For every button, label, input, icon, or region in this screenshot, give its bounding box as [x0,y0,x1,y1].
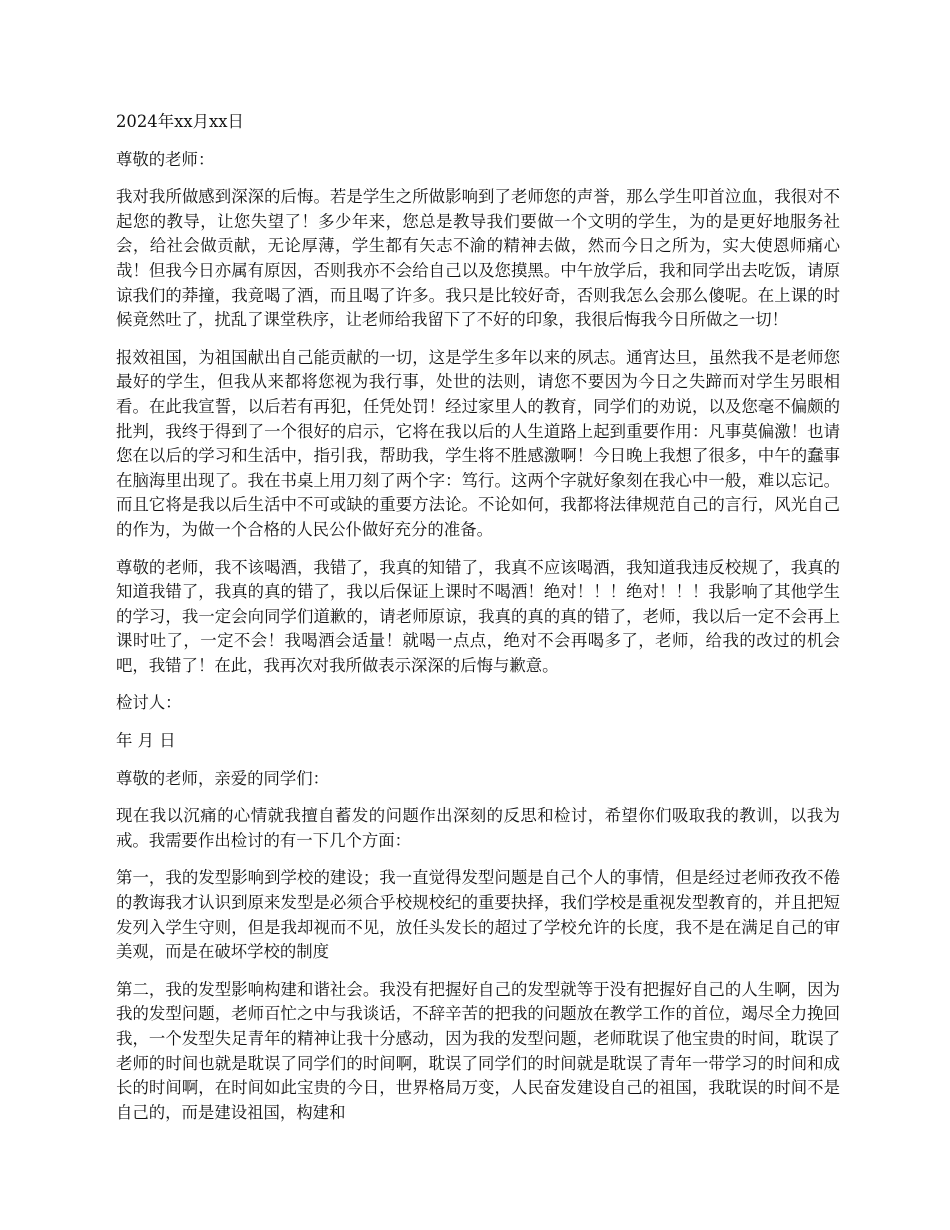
salutation-second: 尊敬的老师，亲爱的同学们： [116,768,330,788]
document-body [116,110,840,1138]
paragraph-point-two: 第二，我的发型影响构建和谐社会。我没有把握好自己的发型就等于没有把握好自己的人生啊，因为我的发型问题，老师百忙之中与我谈话，不辞辛苦的把我的问题放在教学工作的首位，竭尽全力挽回我，一个发型失足青年的精神让我十分感动，因为我的发型问题，老师耽误了他宝贵的时间，耽误了老师的时间也就是耽误了同学们的时间啊，耽误了同学们的时间就是耽误了青年一带学习的时间和成长的时间啊，在时间如此宝贵的今日，世界格局万变，人民奋发建设自己的祖国，我耽误的时间不是自己的，而是建设祖国，构建和 [116,979,840,1122]
paragraph-intro: 现在我以沉痛的心情就我擅自蓄发的问题作出深刻的反思和检讨，希望你们吸取我的教训，以我为戒。我需要作出检讨的有一下几个方面： [116,806,840,850]
paragraph-regret: 我对我所做感到深深的后悔。若是学生之所做影响到了老师您的声誉，那么学生叩首泣血，我很对不起您的教导，让您失望了！多少年来，您总是教导我们要做一个文明的学生，为的是更好地服务社会，给社会做贡献，无论厚薄，学生都有矢志不渝的精神去做，然而今日之所为，实大使恩师痛心哉！但我今日亦属有原因，否则我亦不会给自己以及您摸黑。中午放学后，我和同学出去吃饭，请原谅我们的莽撞，我竟喝了酒，而且喝了许多。我只是比较好奇，否则我怎么会那么傻呢。在上课的时候竟然吐了，扰乱了课堂秩序，让老师给我留下了不好的印象，我很后悔我今日所做之一切！ [116,187,840,330]
paragraph-point-one: 第一，我的发型影响到学校的建设；我一直觉得发型问题是自己个人的事情，但是经过老师孜孜不倦的教诲我才认识到原来发型是必须合乎校规校纪的重要抉择，我们学校是重视发型教育的，并且把短发列入学生守则，但是我却视而不见，放任头发长的超过了学校允许的长度，我不是在满足自己的审美观，而是在破坏学校的制度 [116,868,840,962]
paragraph-aspiration: 报效祖国，为祖国献出自己能贡献的一切，这是学生多年以来的夙志。通宵达旦，虽然我不是老师您最好的学生，但我从来都将您视为我行事，处世的法则，请您不要因为今日之失蹄而对学生另眼相看。在此我宣誓，以后若有再犯，任凭处罚！经过家里人的教育，同学们的劝说，以及您毫不偏颇的批判，我终于得到了一个很好的启示，它将在我以后的人生道路上起到重要作用：凡事莫偏激！也请您在以后的学习和生活中，指引我，帮助我，学生将不胜感激啊！今日晚上我想了很多，中午的蠢事在脑海里出现了。我在书桌上用刀刻了两个字：笃行。这两个字就好象刻在我心中一般，难以忘记。而且它将是我以后生活中不可或缺的重要方法论。不论如何，我都将法律规范自己的言行，风光自己的作为，为做一个合格的人民公仆做好充分的准备。 [116,347,840,539]
date-line: 2024年xx月xx日 [116,112,244,131]
date-blank-line: 年 月 日 [116,731,176,751]
paragraph-apology: 尊敬的老师，我不该喝酒，我错了，我真的知错了，我真不应该喝酒，我知道我违反校规了，我真的知道我错了，我真的真的错了，我以后保证上课时不喝酒！绝对！！！绝对！！！我影响了其他学生的学习，我一定会向同学们道歉的，请老师原谅，我真的真的真的错了，老师，我以后一定不会再上课时吐了，一定不会！我喝酒会适量！就喝一点点，绝对不会再喝多了，老师，给我的改过的机会吧，我错了！在此，我再次对我所做表示深深的后悔与歉意。 [116,557,840,675]
signer-line: 检讨人： [116,693,182,713]
salutation: 尊敬的老师： [116,149,215,169]
